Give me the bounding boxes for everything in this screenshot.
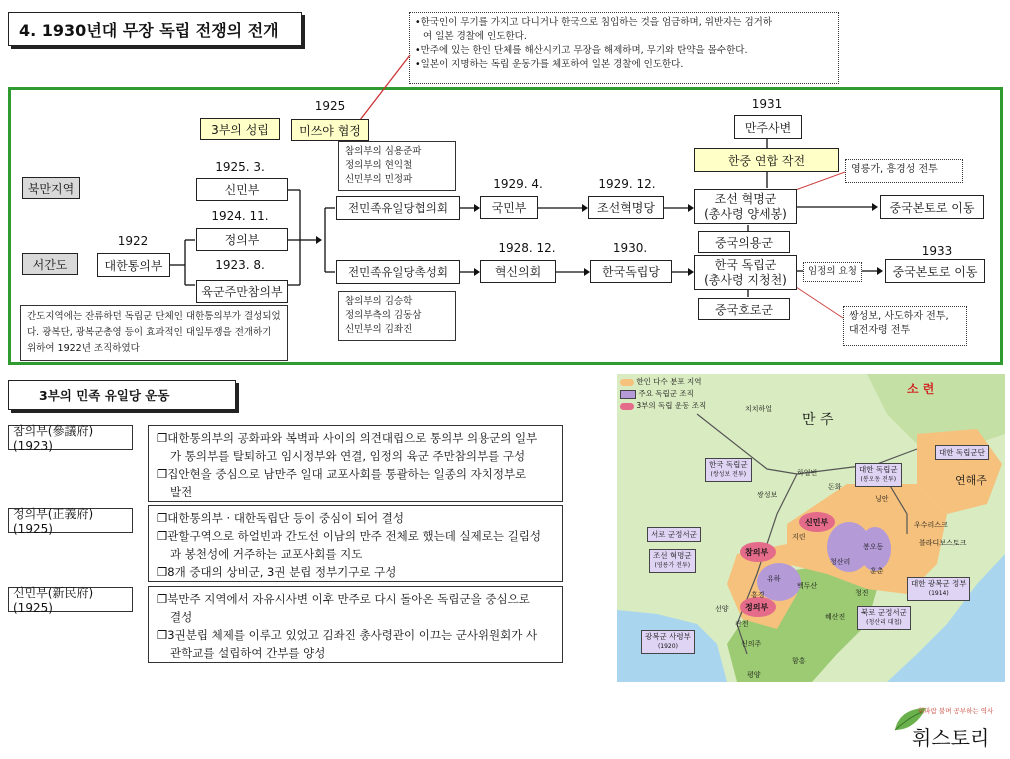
map-label-hunchun: 훈춘 bbox=[870, 567, 884, 575]
map-label-pyeongyang: 평양 bbox=[747, 671, 761, 679]
map-tag: 대한 광복군 정부 (1914) bbox=[907, 577, 970, 601]
to-china-box-1: 중국본토로 이동 bbox=[880, 195, 984, 219]
chamuibu-box: 육군주만참의부 bbox=[196, 280, 288, 303]
china-guard-box: 중국호로군 bbox=[698, 298, 790, 320]
year-1929-12: 1929. 12. bbox=[598, 177, 656, 191]
jeonmin-chok-box: 전민족유일당촉성회 bbox=[336, 260, 460, 284]
map-label-sinuiju: 신의주 bbox=[741, 640, 762, 648]
map-label-yeonhaeju: 연해주 bbox=[955, 474, 987, 487]
year-1922: 1922 bbox=[117, 234, 149, 248]
year-1925: 1925 bbox=[314, 99, 346, 113]
battles-bottom-note: 쌍성보, 사도하자 전투, 대전자령 전투 bbox=[843, 306, 967, 346]
year-1924-11: 1924. 11. bbox=[211, 209, 269, 223]
map-legend bbox=[620, 376, 706, 412]
note-line: 여 일본 경찰에 인도한다. bbox=[423, 31, 527, 42]
map-label-jichihaer: 치치하얼 bbox=[745, 405, 773, 413]
map-tag: 대한 독립군 (봉오동 전투) bbox=[855, 463, 902, 487]
legend-item: 3부의 독립 운동 조직 bbox=[636, 401, 707, 410]
west-note: 간도지역에는 잔류하던 독립군 단체인 대한통의부가 결성되었다. 광복단, 광복군총영 등이 효과적인 대일투쟁을 전개하기 위하여 1922년 조직하였다 bbox=[20, 305, 288, 361]
brand-logo bbox=[890, 702, 1000, 754]
year-1933: 1933 bbox=[921, 244, 953, 258]
map-label-ssangseongbo: 쌍성보 bbox=[757, 491, 778, 499]
map-label-dunhua: 돈화 bbox=[828, 483, 842, 491]
daehan-tonguibu-box: 대한통의부 bbox=[97, 253, 170, 277]
map-tag: 서로 군정서군 bbox=[647, 527, 701, 542]
jeonguibu-desc: ❐대한통의부 · 대한독립단 등이 중심이 되어 결성 ❐관할구역으로 하얼빈과 간도선 이남의 만주 전체로 했는데 실제로는 길림성 과 봉천성에 거주하는 교포사회를 지도 ❐8개 중대의 상비군, 3권 분립 정부기구로 구성 bbox=[148, 505, 563, 582]
section2-title: 3부의 민족 유일당 운동 bbox=[39, 388, 170, 403]
year-1923-8: 1923. 8. bbox=[215, 258, 265, 272]
year-1931: 1931 bbox=[751, 97, 783, 111]
year-1929-4: 1929. 4. bbox=[493, 177, 543, 191]
hanguk-army-box: 한국 독립군 (총사령 지청천) bbox=[694, 255, 797, 290]
china-volunteer-box: 중국의용군 bbox=[698, 231, 790, 253]
page-title: 4. 1930년대 무장 독립 전쟁의 전개 bbox=[19, 20, 279, 40]
gukminbu-box: 국민부 bbox=[480, 196, 538, 219]
map-label-chamuibu: 참의부 bbox=[745, 548, 769, 557]
map-label-bongo: 봉오동 bbox=[863, 543, 884, 551]
joseon-party-box: 조선혁명당 bbox=[588, 196, 664, 219]
mitsuya-label: 미쓰야 협정 bbox=[291, 119, 369, 141]
brand-name: 휘스토리 bbox=[912, 726, 990, 750]
section2-title-box bbox=[8, 380, 236, 410]
jeonguibu-box: 정의부 bbox=[196, 228, 288, 251]
map-label-chongjin: 청진 bbox=[855, 589, 869, 597]
note-line: •한국인이 무기를 가지고 다니거나 한국으로 침입하는 것을 엄금하며, 위반자는 검거하 bbox=[415, 17, 772, 28]
map-panel bbox=[617, 374, 1005, 682]
factions-bottom: 참의부의 김승학 정의부측의 김동삼 신민부의 김좌진 bbox=[338, 291, 456, 341]
hanjung-joint-box: 한중 연합 작전 bbox=[694, 148, 839, 172]
battles-top-note: 영릉가, 흥경성 전투 bbox=[845, 159, 963, 183]
map-tag: 한국 독립군 (쌍성보 전투) bbox=[705, 458, 752, 482]
hyeoksin-box: 혁신의회 bbox=[480, 260, 556, 283]
manchuria-incident-box: 만주사변 bbox=[734, 115, 802, 139]
map-tag: 대한 독립군단 bbox=[935, 445, 989, 460]
brand-slogan: 휘파람 불며 공부하는 역사 bbox=[918, 707, 994, 715]
map-label-simyang: 선양 bbox=[715, 605, 729, 613]
chamuibu-desc: ❐대한통의부의 공화파와 복벽파 사이의 의견대립으로 통의부 의용군의 일부 가 통의부를 탈퇴하고 임시정부와 연결, 임정의 육군 주만참의부를 구성 ❐집안현을 중심으로 남만주 일대 교포사회를 통괄하는 일종의 자치정부로 발전 bbox=[148, 425, 563, 502]
sinminbu-box: 신민부 bbox=[196, 178, 288, 201]
hanguk-party-box: 한국독립당 bbox=[590, 260, 672, 283]
joseon-army-box: 조선 혁명군 (총사령 양세봉) bbox=[694, 189, 797, 224]
map-tag: 광복군 사령부 (1920) bbox=[641, 630, 695, 654]
legend-item: 한인 다수 분포 지역 bbox=[636, 377, 702, 386]
map-label-manju: 만 주 bbox=[802, 412, 834, 428]
map-label-heunggyeong: 흥경 bbox=[751, 591, 765, 599]
request-note: 임정의 요청 bbox=[803, 262, 862, 282]
year-1928-12: 1928. 12. bbox=[498, 241, 556, 255]
map-label-uyu: 우수리스크 bbox=[914, 521, 948, 529]
map-label-jeonguibu: 정의부 bbox=[745, 603, 769, 612]
legend-item: 주요 독립군 조직 bbox=[638, 389, 694, 398]
map-label-sinminbu: 신민부 bbox=[805, 518, 829, 527]
map-label-yuha: 유하 bbox=[767, 575, 781, 583]
map-label-jilin: 지린 bbox=[792, 533, 806, 541]
map-tag: 조선 혁명군 (영릉가 전투) bbox=[649, 549, 696, 573]
map-label-vladivostok: 블라디보스토크 bbox=[919, 539, 967, 547]
map-label-hyesanjin: 혜산진 bbox=[825, 613, 846, 621]
chamuibu-label: 참의부(參議府)(1923) bbox=[8, 425, 133, 450]
factions-top: 참의부의 심용준파 정의부의 현익철 신민부의 민정파 bbox=[338, 141, 456, 191]
region-north-label: 북만지역 bbox=[22, 177, 80, 199]
jeonguibu-label: 정의부(正義府)(1925) bbox=[8, 508, 133, 533]
samboo-label: 3부의 성립 bbox=[200, 118, 280, 140]
note-line: •일본이 지명하는 독립 운동가를 체포하여 일본 경찰에 인도한다. bbox=[415, 59, 684, 70]
map-label-soryeon: 소 련 bbox=[907, 382, 935, 396]
map-label-harbin: 하얼빈 bbox=[797, 469, 818, 477]
to-china-box-2: 중국본토로 이동 bbox=[885, 259, 985, 283]
map-tag: 북로 군정서군 (청산리 대첩) bbox=[857, 606, 911, 630]
map-label-ningan: 닝안 bbox=[875, 495, 889, 503]
sinminbu-desc: ❐북만주 지역에서 자유시사변 이후 만주로 다시 돌아온 독립군을 중심으로 결성 ❐3권분립 체제를 이루고 있었고 김좌진 총사령관이 이끄는 군사위원회가 사 관학교를 설립하여 간부를 양성 bbox=[148, 586, 563, 663]
map-label-baekdusan: 백두산 bbox=[797, 582, 818, 590]
map-label-cheongsanri: 청산리 bbox=[830, 558, 851, 566]
region-west-label: 서간도 bbox=[22, 253, 78, 275]
map-label-gwanjeon: 관전 bbox=[735, 620, 749, 628]
year-1930: 1930. bbox=[612, 241, 648, 255]
note-line: •만주에 있는 한인 단체를 해산시키고 무장을 해제하며, 무기와 탄약을 몰수한다. bbox=[415, 45, 748, 56]
map-label-hamheung: 함흥 bbox=[792, 657, 806, 665]
year-1925-3: 1925. 3. bbox=[215, 160, 265, 174]
jeonmin-hyup-box: 전민족유일당협의회 bbox=[336, 196, 460, 220]
sinminbu-label: 신민부(新民府)(1925) bbox=[8, 587, 133, 612]
